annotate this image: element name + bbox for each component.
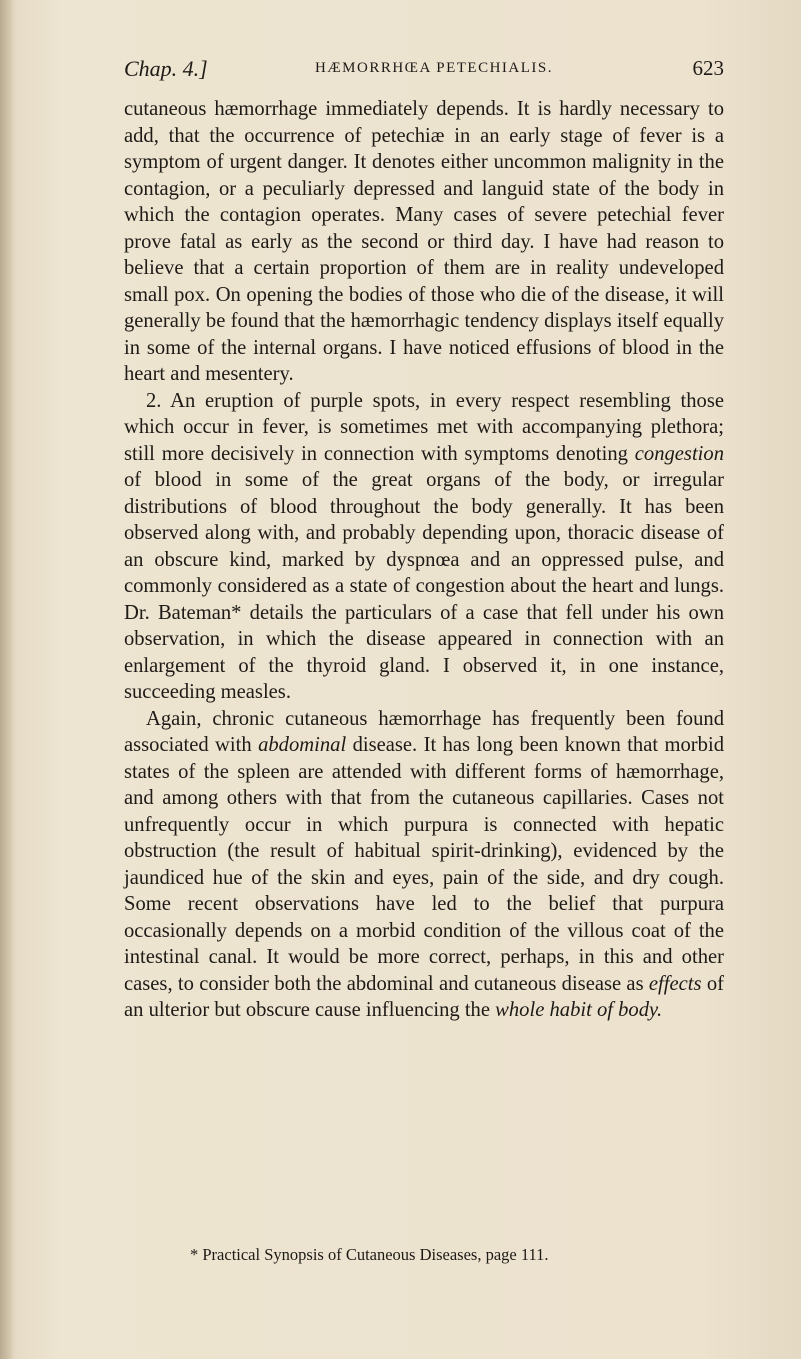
footnote: * Practical Synopsis of Cutaneous Diseases, page 111. <box>190 1245 549 1264</box>
text-run: of blood in some of the great organs of the body, or irregular distributions of blood throughout the body generally. It has been observed along with, and probably depending upon, thoracic disease of an obscure kind, marked by dyspnœa and an oppressed pulse, and commonly considered as a state of congestion about the heart and lungs. Dr. Bateman* details the particulars of a case that fell under his own observation, in which the disease appeared in connection with an enlargement of the thyroid gland. I observed it, in one instance, succeeding measles. <box>124 469 724 703</box>
paragraph-1 <box>124 96 724 388</box>
running-header <box>124 56 724 86</box>
text-run: of an ulterior but obscure cause influencing the <box>124 972 724 1021</box>
italic-run: abdominal <box>258 734 347 756</box>
text-run: cutaneous hæmorrhage immediately depends. It is hardly necessary to add, that the occurrence of petechiæ in an early stage of fever is a symptom of urgent danger. It denotes either uncommon malignity in the contagion, or a peculiarly depressed and languid state of the body in which the contagion operates. Many cases of severe petechial fever prove fatal as early as the second or third day. I have had reason to believe that a certain proportion of them are in reality undeveloped small pox. On opening the bodies of those who die of the disease, it will generally be found that the hæmorrhagic tendency displays itself equally in some of the internal organs. I have noticed effusions of blood in the heart and mesentery. <box>124 98 724 385</box>
body-text <box>124 96 724 1024</box>
italic-run: effects <box>648 972 702 995</box>
page-gutter-shadow <box>0 0 14 1359</box>
text-run: 2. An eruption of purple spots, in every respect resembling those which occur in fever, is sometimes met with accompanying plethora; still more decisively in connection with symptoms denoting <box>124 389 724 465</box>
page-number: 623 <box>692 56 724 80</box>
chapter-marker: Chap. 4.] <box>124 56 208 81</box>
paragraph-2 <box>124 388 724 706</box>
text-run: Again, chronic cutaneous hæmorrhage has frequently been found associated with <box>124 707 724 756</box>
italic-run: congestion <box>634 442 724 465</box>
italic-run: whole habit of body. <box>495 999 663 1021</box>
running-title: HÆMORRHŒA PETECHIALIS. <box>314 60 554 76</box>
text-run: disease. It has long been known that morbid states of the spleen are attended with different forms of hæmorrhage, and among others with that from the cutaneous capillaries. Cases not unfrequently occur in which purpura is connected with hepatic obstruction (the result of habitual spirit-drinking), evidenced by the jaundiced hue of the skin and eyes, pain of the side, and dry cough. Some recent observations have led to the belief that purpura occasionally depends on a morbid condition of the villous coat of the intestinal canal. It would be more correct, perhaps, in this and other cases, to consider both the abdominal and cutaneous disease as <box>124 734 724 995</box>
paragraph-3 <box>124 706 724 1024</box>
